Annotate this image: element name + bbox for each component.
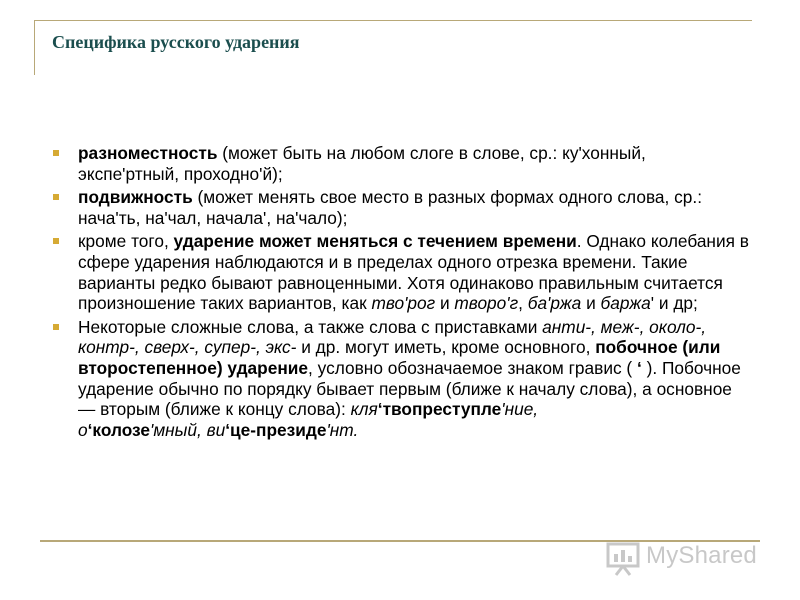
bullet-2-text: (может менять свое место в разных формах одного слова, ср.: нача'ть, на'чал, начала', на'чало); (78, 187, 703, 228)
slide-title: Специфика русского ударения (52, 32, 300, 52)
presentation-board-icon (606, 540, 642, 576)
left-border-line (34, 20, 35, 75)
bullet-3-text: . Однако колебания в сфере ударения наблюдаются и в пределах одного отрезка времени. Такие варианты редко бывают равноценными. Хотя одинаково правильным считается произношение таких вариантов, как (78, 231, 749, 314)
bullet-4-text-3: , условно обозначаемое знаком гравис ( (308, 357, 637, 378)
bullet-4-text-1: Некоторые сложные слова, а также слова с приставками (78, 316, 543, 337)
bullet-3-example-1: тво'рог (371, 293, 436, 314)
example-word-2b: ‘колозе (87, 419, 151, 440)
example-word-1c: 'ние, (501, 399, 539, 420)
bullet-item-4 (50, 317, 750, 441)
bullet-3-example-4: баржа (600, 293, 651, 314)
bullet-3-example-3: ба'ржа (527, 293, 582, 314)
example-word-2e: 'нт. (326, 419, 359, 440)
bullet-4-text-2: и др. могут иметь, кроме основного, (296, 337, 596, 358)
top-border-line (34, 20, 752, 21)
bullet-4-prefixes: анти-, меж-, около-, контр-, сверх-, супер-, экс- (78, 316, 707, 358)
bullet-3-conj: и (435, 293, 455, 314)
example-word-2d: ‘це-президе (225, 419, 327, 440)
bullet-item-1 (50, 143, 750, 184)
bullet-3-comma: , (518, 293, 528, 314)
bullet-4-term: побочное (или второстепенное) ударение (78, 337, 721, 378)
bullet-3-example-2: творо'г (454, 293, 519, 314)
bullet-1-term: разноместность (78, 143, 218, 163)
example-word-1b: ‘твопреступле (377, 399, 502, 420)
grave-accent-sign: ‘ (636, 357, 642, 378)
bullet-item-2 (50, 187, 750, 228)
bullet-3-ending: ' и др; (650, 293, 698, 314)
example-word-2a: о (78, 419, 88, 440)
bullet-2-term: подвижность (78, 187, 193, 208)
example-word-2c: 'мный, ви (150, 419, 226, 440)
logo-text: MyShared (646, 542, 757, 569)
bullet-3-conj-2: и (581, 293, 601, 314)
bullet-item-3 (50, 231, 750, 313)
bullet-4-text-4: ). Побочное ударение обычно по порядку бывает первым (ближе к началу слова), а основное — вторым (ближе к концу слова): (78, 357, 741, 420)
bullet-3-term: ударение может меняться с течением времени (173, 231, 577, 252)
example-word-1a: кля (350, 399, 378, 420)
bullet-list (50, 143, 750, 443)
bullet-3-lead: кроме того, (78, 231, 174, 252)
myshared-logo (606, 536, 766, 576)
bullet-1-text: (может быть на любом слоге в слове, ср.: ку'хонный, экспе'ртный, проходно'й); (78, 143, 646, 184)
